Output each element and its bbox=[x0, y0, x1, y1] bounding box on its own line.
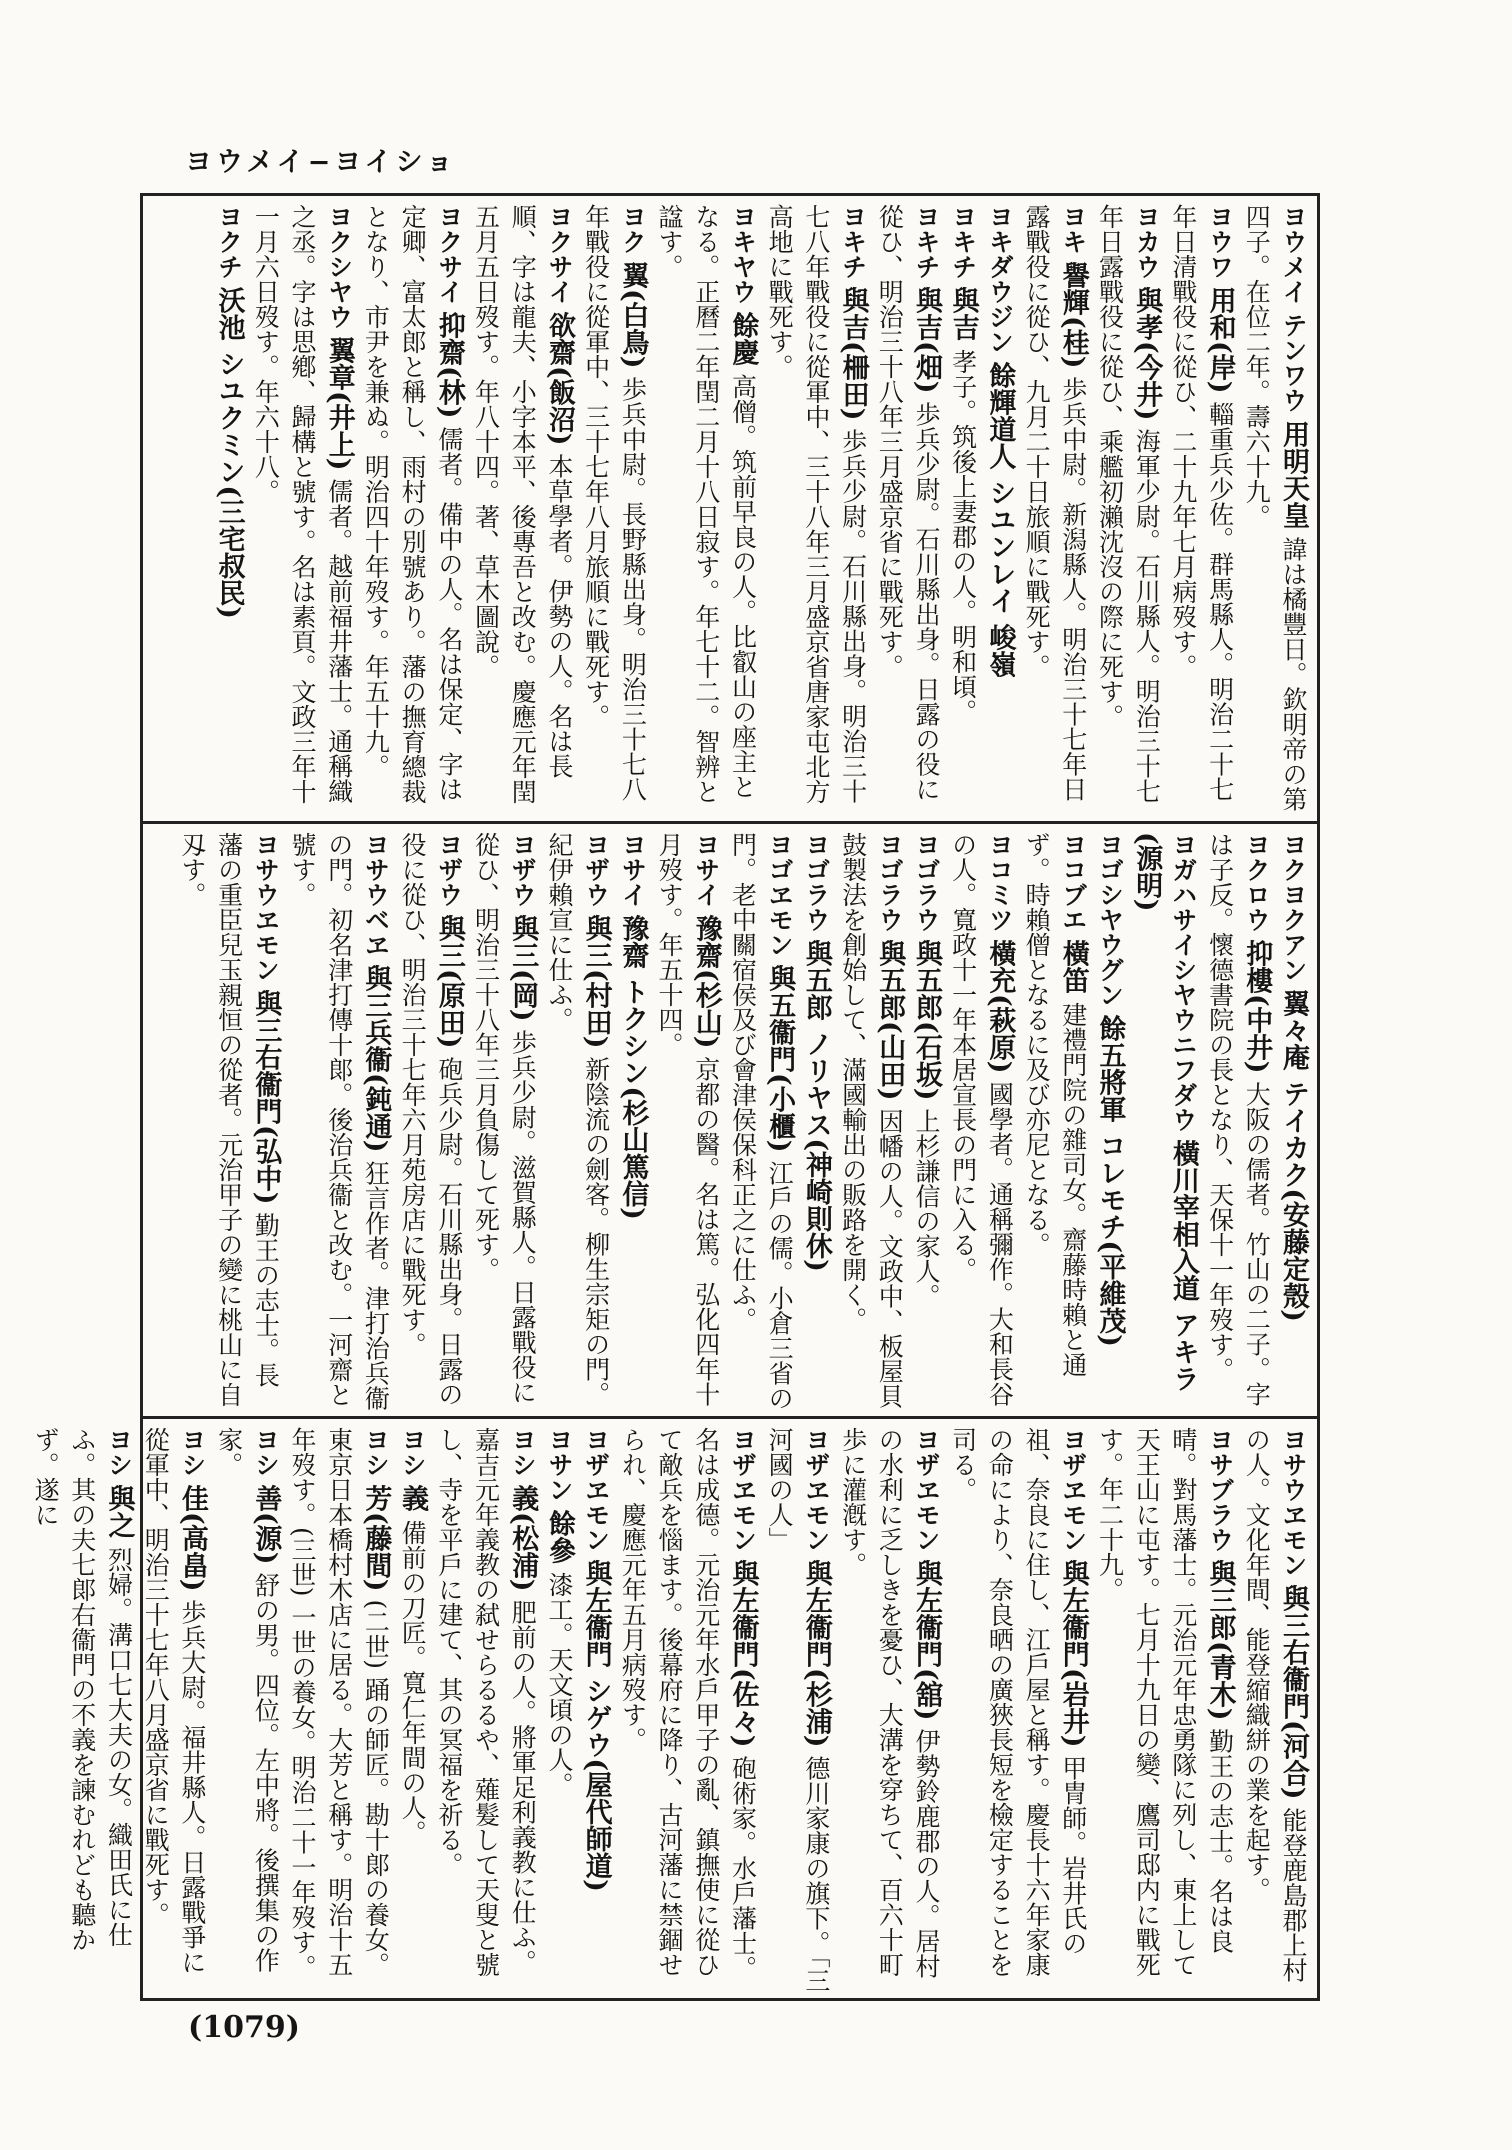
entry-description: 歩兵大尉。福井縣人。日露戰爭に從軍中、明治三十七年八月盛京省に戰死す。 bbox=[141, 1427, 207, 1975]
entry-description: 勤王の志士。名は良晴。對馬藩士。元治元年忠勇隊に列し、東上して天王山に屯す。七月十九日の變、鷹司邸内に戰死す。年二十九。 bbox=[1095, 1427, 1235, 1977]
dictionary-entry bbox=[210, 1427, 283, 1993]
entry-reading: ヨコブエ bbox=[1058, 832, 1088, 932]
entry-description: 歩兵少尉。石川縣出身。日露の役に從ひ、明治三十八年三月盛京省に戰死す。 bbox=[875, 204, 941, 802]
dictionary-entry bbox=[834, 1427, 944, 1993]
entry-reading: ヨザヱモン bbox=[728, 1427, 758, 1552]
entry-reading: ヨシ bbox=[508, 1427, 538, 1477]
entry-reading: ヨサウヱモン bbox=[1279, 1427, 1308, 1577]
entry-reading: ヨサイ bbox=[618, 832, 648, 907]
entry-reading: ヨカウ bbox=[1132, 204, 1162, 279]
dictionary-entry bbox=[393, 1427, 430, 1993]
entries-column-block bbox=[173, 832, 1311, 1411]
entry-description: 砲術家。水戶藩士。名は成德。元治元年水戶甲子の亂、鎮撫使に從ひて敵兵を惱ます。後幕府に降り、古河藩に禁錮せられ、慶應元年五月病歿す。 bbox=[618, 1427, 758, 1981]
entry-description: 歩兵少尉。滋賀縣人。日露戰役に從ひ、明治三十八年三月負傷して死す。 bbox=[471, 832, 538, 1405]
entry-description: 砲兵少尉。石川縣出身。日露の役に從ひ、明治三十七年六月苑房店に戰死す。 bbox=[398, 832, 464, 1407]
entry-description: 孝子。筑後上妻郡の人。明和頃。 bbox=[948, 348, 978, 724]
entry-name: 橫川宰相入道 アキラ(源明) bbox=[1131, 832, 1199, 1393]
entry-name: 義 bbox=[397, 1484, 429, 1512]
dictionary-entry bbox=[724, 832, 797, 1411]
entry-description: 甲冑師。岩井氏の祖、奈良に住し、江戶屋と稱す。慶長十六年家康の命により、奈良晒の廣狹長短を檢定することを司る。 bbox=[948, 1427, 1088, 1977]
entry-description: 諱は橘豐日。欽明帝の第四子。在位二年。壽六十九。 bbox=[1242, 204, 1308, 812]
entry-reading: ヨクチ bbox=[214, 204, 244, 279]
dictionary-entry bbox=[247, 204, 357, 813]
dictionary-entry bbox=[577, 1427, 614, 1993]
entry-name: 與三兵衞(鈍通) bbox=[360, 964, 392, 1153]
entry-description: 因幡の人。文政中、板屋貝鼓製法を創始して、滿國輸出の販路を開く。 bbox=[838, 832, 905, 1409]
dictionary-entry bbox=[944, 1427, 1091, 1993]
dictionary-entry bbox=[981, 204, 1018, 813]
entry-description: 漆工。天文頃の人。 bbox=[544, 1571, 574, 1797]
dictionary-entry bbox=[173, 832, 283, 1411]
entry-reading: ヨキ bbox=[1058, 204, 1088, 254]
entry-name: 與吉(畑) bbox=[910, 286, 942, 394]
tier-middle bbox=[143, 821, 1317, 1419]
entry-description: 狂言作者。津打治兵衞の門。初名津打傳十郞。後治兵衞と改む。一河齋と號す。 bbox=[288, 832, 391, 1411]
entry-name: 用明天皇 bbox=[1278, 420, 1309, 529]
tier-bottom bbox=[31, 1416, 1317, 2001]
dictionary-entry bbox=[907, 832, 944, 1411]
dictionary-entry bbox=[1201, 832, 1274, 1411]
entry-name: 餘參 bbox=[543, 1509, 575, 1564]
entry-reading: ヨガハサイシヤウニフダウ bbox=[1168, 832, 1198, 1132]
dictionary-entry bbox=[871, 204, 944, 813]
dictionary-entry bbox=[1238, 1427, 1311, 1993]
entry-reading: ヨサウヱモン bbox=[251, 832, 281, 982]
entry-reading: ヨサブラウ bbox=[1205, 1427, 1235, 1552]
entry-reading: ヨク bbox=[618, 204, 648, 254]
entry-name: 翼章(井上) bbox=[323, 336, 355, 471]
entry-description: 備前の刀匠。寬仁年間の人。 bbox=[398, 1519, 428, 1845]
dictionary-entry bbox=[1127, 832, 1200, 1411]
tier-top bbox=[143, 196, 1317, 821]
entry-description: 國學者。通稱彌作。大和長谷の人。寬政十一年本居宣長の門に入る。 bbox=[948, 832, 1015, 1407]
entry-name: 餘慶 bbox=[727, 311, 759, 366]
entry-description: 建禮門院の雜司女。齋藤時賴と通ず。時賴僧となるに及び亦尼となる。 bbox=[1022, 832, 1088, 1377]
entry-description: 江戶の儒。小倉三省の門。老中關宿侯及び會津侯保科正之に仕ふ。 bbox=[728, 832, 795, 1411]
entry-reading: ヨウワ bbox=[1205, 204, 1235, 279]
entry-name: 與三右衞門(弘中) bbox=[250, 989, 282, 1205]
entry-name: 善(源) bbox=[250, 1484, 282, 1565]
entry-description: 輜重兵少佐。群馬縣人。明治二十七年日清戰役に從ひ、二十九年七月病歿す。 bbox=[1168, 204, 1235, 802]
dictionary-entry bbox=[1091, 204, 1164, 813]
dictionary-entry bbox=[944, 204, 981, 813]
entries-column-block bbox=[26, 1427, 1311, 1993]
dictionary-entry bbox=[797, 832, 834, 1411]
entry-reading: ヨゴラウ bbox=[911, 832, 941, 932]
entry-name: 與之 bbox=[103, 1484, 135, 1539]
entry-name: 餘輝道人 シユンレイ 峻嶺 bbox=[984, 361, 1016, 678]
entry-reading: ヨゴヱモン bbox=[765, 832, 795, 957]
entry-description: 德川家康の旗下。「三河國の人」 bbox=[765, 1427, 831, 1993]
entry-name: 與孝(今井) bbox=[1131, 286, 1163, 421]
entry-description: 勤王の志士。長藩の重臣兒玉親恒の從者。元治甲子の變に桃山に自刄す。 bbox=[177, 832, 281, 1407]
entry-name: 與三(村田) bbox=[580, 914, 612, 1049]
entry-reading: ヨクヨクアン bbox=[1279, 832, 1308, 982]
dictionary-entry bbox=[210, 204, 247, 813]
entry-reading: ヨザヱモン bbox=[911, 1427, 941, 1552]
entry-description: 儒者。越前福井藩士。通稱織之丞。字は思鄕、歸構と號す。名は素頁。文政三年十一月六日歿す。年六十八。 bbox=[251, 204, 354, 804]
entry-name: 義(松浦) bbox=[507, 1484, 539, 1592]
entry-name: 與左衞門 シゲウ(屋代師道) bbox=[580, 1559, 612, 1892]
dictionary-entry bbox=[1091, 832, 1128, 1411]
entry-reading: ヨゴラウ bbox=[875, 832, 905, 932]
dictionary-entry bbox=[283, 1427, 393, 1993]
running-header: ヨウメイ−ヨイショ bbox=[185, 147, 457, 178]
entry-reading: ヨサイ bbox=[691, 832, 721, 907]
entry-reading: ヨコミツ bbox=[985, 832, 1015, 932]
entry-description: 本草學者。伊勢の人。名は長順、字は龍夫、小字本平、後專吾と改む。慶應元年閏五月五日歿す。年八十四。著、草木圖說。 bbox=[471, 204, 574, 804]
entry-name: 與三郎(青木) bbox=[1204, 1559, 1236, 1721]
entry-reading: ヨザウ bbox=[434, 832, 464, 907]
entry-description: 京都の醫。名は篤。弘化四年十月歿す。年五十四。 bbox=[655, 832, 721, 1407]
entry-description: 歩兵少尉。石川縣出身。明治三十七八年戰役に從軍中、三十八年三月盛京省唐家屯北方高地に戰死す。 bbox=[765, 204, 868, 804]
entry-name: 與左衞門(岩井) bbox=[1057, 1559, 1089, 1748]
entry-reading: ヨシ bbox=[104, 1427, 134, 1477]
entry-reading: ヨクサイ bbox=[434, 204, 464, 304]
entry-description: 大阪の儒者。竹山の二子。字は子反。懷德書院の長となり、天保十一年歿す。 bbox=[1205, 832, 1272, 1407]
dictionary-entry bbox=[467, 832, 540, 1411]
dictionary-entry bbox=[283, 832, 393, 1411]
entry-reading: ヨシ bbox=[251, 1427, 281, 1477]
entry-description: 儒者。備中の人。名は保定、字は定卿、富太郎と稱し、雨村の別號あり。藩の撫育總裁となり、市尹を兼ぬ。明治四十年歿す。年五十九。 bbox=[361, 204, 464, 804]
dictionary-entry bbox=[357, 204, 467, 813]
entry-description: 肥前の人。將軍足利義教に仕ふ。嘉吉元年義教の弑せらるるや、薙髮して天叟と號し、寺を平戶に建て、其の冥福を祈る。 bbox=[434, 1427, 538, 1977]
entry-name: 豫齋(杉山) bbox=[690, 914, 722, 1049]
entry-reading: ヨキヤウ bbox=[728, 204, 758, 304]
entry-description: 歩兵中尉。長野縣出身。明治三十七八年戰役に從軍中、三十七年八月旅順に戰死す。 bbox=[581, 204, 648, 802]
entry-name: 抑齋(林) bbox=[433, 311, 465, 419]
entry-reading: ヨサウベヱ bbox=[361, 832, 391, 957]
entry-reading: ヨキチ bbox=[911, 204, 941, 279]
entry-name: 與左衞門(佐々) bbox=[727, 1559, 759, 1748]
entry-description: 上杉謙信の家人。 bbox=[911, 1108, 941, 1309]
entry-name: 抑樓(中井) bbox=[1241, 939, 1273, 1074]
entry-description: 烈婦。溝口七大夫の女。織田氏に仕ふ。其の夫七郞右衞門の不義を諫むれども聽かず。遂に bbox=[31, 1427, 134, 1952]
entry-name: 用和(岸) bbox=[1204, 286, 1236, 394]
entry-name: 佳(高畠) bbox=[176, 1484, 208, 1592]
dictionary-entry bbox=[1164, 204, 1237, 813]
entry-name: 豫齋 トクシン(杉山篤信) bbox=[617, 914, 649, 1220]
entries-column-block bbox=[210, 204, 1311, 813]
dictionary-entry bbox=[1017, 832, 1090, 1411]
entry-description: 歩兵中尉。新潟縣人。明治三十七年日露戰役に從ひ、九月二十日旅順に戰死す。 bbox=[1022, 204, 1088, 802]
entry-reading: ヨゴシヤウグン bbox=[1095, 832, 1125, 1007]
dictionary-entry bbox=[944, 832, 1017, 1411]
entry-reading: ヨザヱモン bbox=[581, 1427, 611, 1552]
entry-reading: ヨクサイ bbox=[544, 204, 574, 304]
entry-name: 與左衞門(舘) bbox=[910, 1559, 942, 1721]
dictionary-entry bbox=[467, 204, 577, 813]
dictionary-entry bbox=[650, 832, 723, 1411]
entry-description: 海軍少尉。石川縣人。明治三十七年日露戰役に從ひ、乘艦初瀨沈沒の際に死す。 bbox=[1095, 204, 1162, 804]
dictionary-entry bbox=[650, 204, 760, 813]
dictionary-entry bbox=[1091, 1427, 1238, 1993]
entry-name: 與吉(柵田) bbox=[837, 286, 869, 421]
entry-reading: ヨキチ bbox=[948, 204, 978, 279]
entry-reading: ヨザヱモン bbox=[801, 1427, 831, 1552]
dictionary-entry bbox=[393, 832, 466, 1411]
dictionary-entry bbox=[540, 1427, 577, 1993]
page-number: (1079) bbox=[188, 2010, 300, 2045]
dictionary-entry bbox=[1238, 204, 1311, 813]
entry-name: 欲齋(飯沼) bbox=[543, 311, 575, 446]
entry-reading: ヨザウ bbox=[581, 832, 611, 907]
entry-name: 沃池 シユクミン(三宅叔民) bbox=[213, 286, 245, 619]
entry-name: 與吉 bbox=[947, 286, 979, 341]
entry-description: 舒の男。四位。左中將。後撰集の作家。 bbox=[214, 1427, 281, 1973]
entry-name: 與三右衞門(河合) bbox=[1278, 1584, 1309, 1800]
entry-name: 橫笛 bbox=[1057, 939, 1089, 994]
entry-reading: ヨキチ bbox=[838, 204, 868, 279]
entry-name: 與左衞門(杉浦) bbox=[800, 1559, 832, 1748]
entry-name: 翼々庵 テイカク(安藤定殼) bbox=[1278, 989, 1309, 1322]
entry-name: 翼(白鳥) bbox=[617, 261, 649, 369]
dictionary-entry bbox=[577, 204, 650, 813]
dictionary-entry bbox=[834, 832, 907, 1411]
entry-description: 伊勢鈴鹿郡の人。居村の水利に乏しきを憂ひ、大溝を穿ちて、百六十町歩に灌漑す。 bbox=[838, 1427, 941, 1979]
entry-reading: ヨウメイ テンワウ bbox=[1279, 204, 1308, 413]
dictionary-entry bbox=[614, 832, 651, 1411]
entry-name: 與三(岡) bbox=[507, 914, 539, 1022]
entry-name: 橫充(萩原) bbox=[984, 939, 1016, 1074]
entry-reading: ヨクシヤウ bbox=[324, 204, 354, 329]
dictionary-entry bbox=[26, 1427, 136, 1993]
dictionary-entry bbox=[137, 1427, 210, 1993]
entry-name: 與五郎 ノリヤス(神崎則休) bbox=[800, 939, 832, 1272]
dictionary-entry bbox=[430, 1427, 540, 1993]
entry-reading: ヨクロウ bbox=[1242, 832, 1272, 932]
entry-description: 新陰流の劍客。柳生宗矩の門。紀伊賴宣に仕ふ。 bbox=[544, 832, 611, 1407]
entry-name: 餘五將軍 コレモチ(平維茂) bbox=[1094, 1014, 1126, 1347]
dictionary-entry bbox=[1274, 832, 1311, 1411]
dictionary-entry bbox=[1017, 204, 1090, 813]
dictionary-entry bbox=[540, 832, 613, 1411]
entry-reading: ヨシ bbox=[177, 1427, 207, 1477]
entry-reading: ヨゴラウ bbox=[801, 832, 831, 932]
entry-reading: ヨシ bbox=[361, 1427, 391, 1477]
dictionary-entry bbox=[760, 204, 870, 813]
entry-name: 與五衞門(小櫃) bbox=[764, 964, 796, 1153]
entry-reading: ヨシ bbox=[398, 1427, 428, 1477]
entry-reading: ヨザヱモン bbox=[1058, 1427, 1088, 1552]
entry-reading: ヨザウ bbox=[508, 832, 538, 907]
entry-description: (二世) 踊の師匠。勘十郞の養女。東京日本橋村木店に居る。大芳と稱す。明治十五年歿す。(三世) 一世の養女。明治二十一年歿す。 bbox=[288, 1427, 391, 1980]
dictionary-entry bbox=[760, 1427, 833, 1993]
entry-reading: ヨサン bbox=[544, 1427, 574, 1502]
entry-description: 高僧。筑前早良の人。比叡山の座主となる。正曆二年閏二月十八日寂す。年七十二。智辨と諡す。 bbox=[655, 204, 758, 804]
entry-description: 能登鹿島郡上村の人。文化年間、能登縮織絣の業を起す。 bbox=[1242, 1427, 1308, 1983]
entry-name: 與五郎(山田) bbox=[874, 939, 906, 1101]
entry-name: 芳(藤間) bbox=[360, 1484, 392, 1592]
entry-reading: ヨキダウジン bbox=[985, 204, 1015, 354]
dictionary-frame bbox=[31, 193, 1320, 2001]
entry-name: 譽輝(桂) bbox=[1057, 261, 1089, 369]
entry-name: 與五郎(石坂) bbox=[910, 939, 942, 1101]
entry-name: 與三(原田) bbox=[433, 914, 465, 1049]
dictionary-entry bbox=[614, 1427, 761, 1993]
